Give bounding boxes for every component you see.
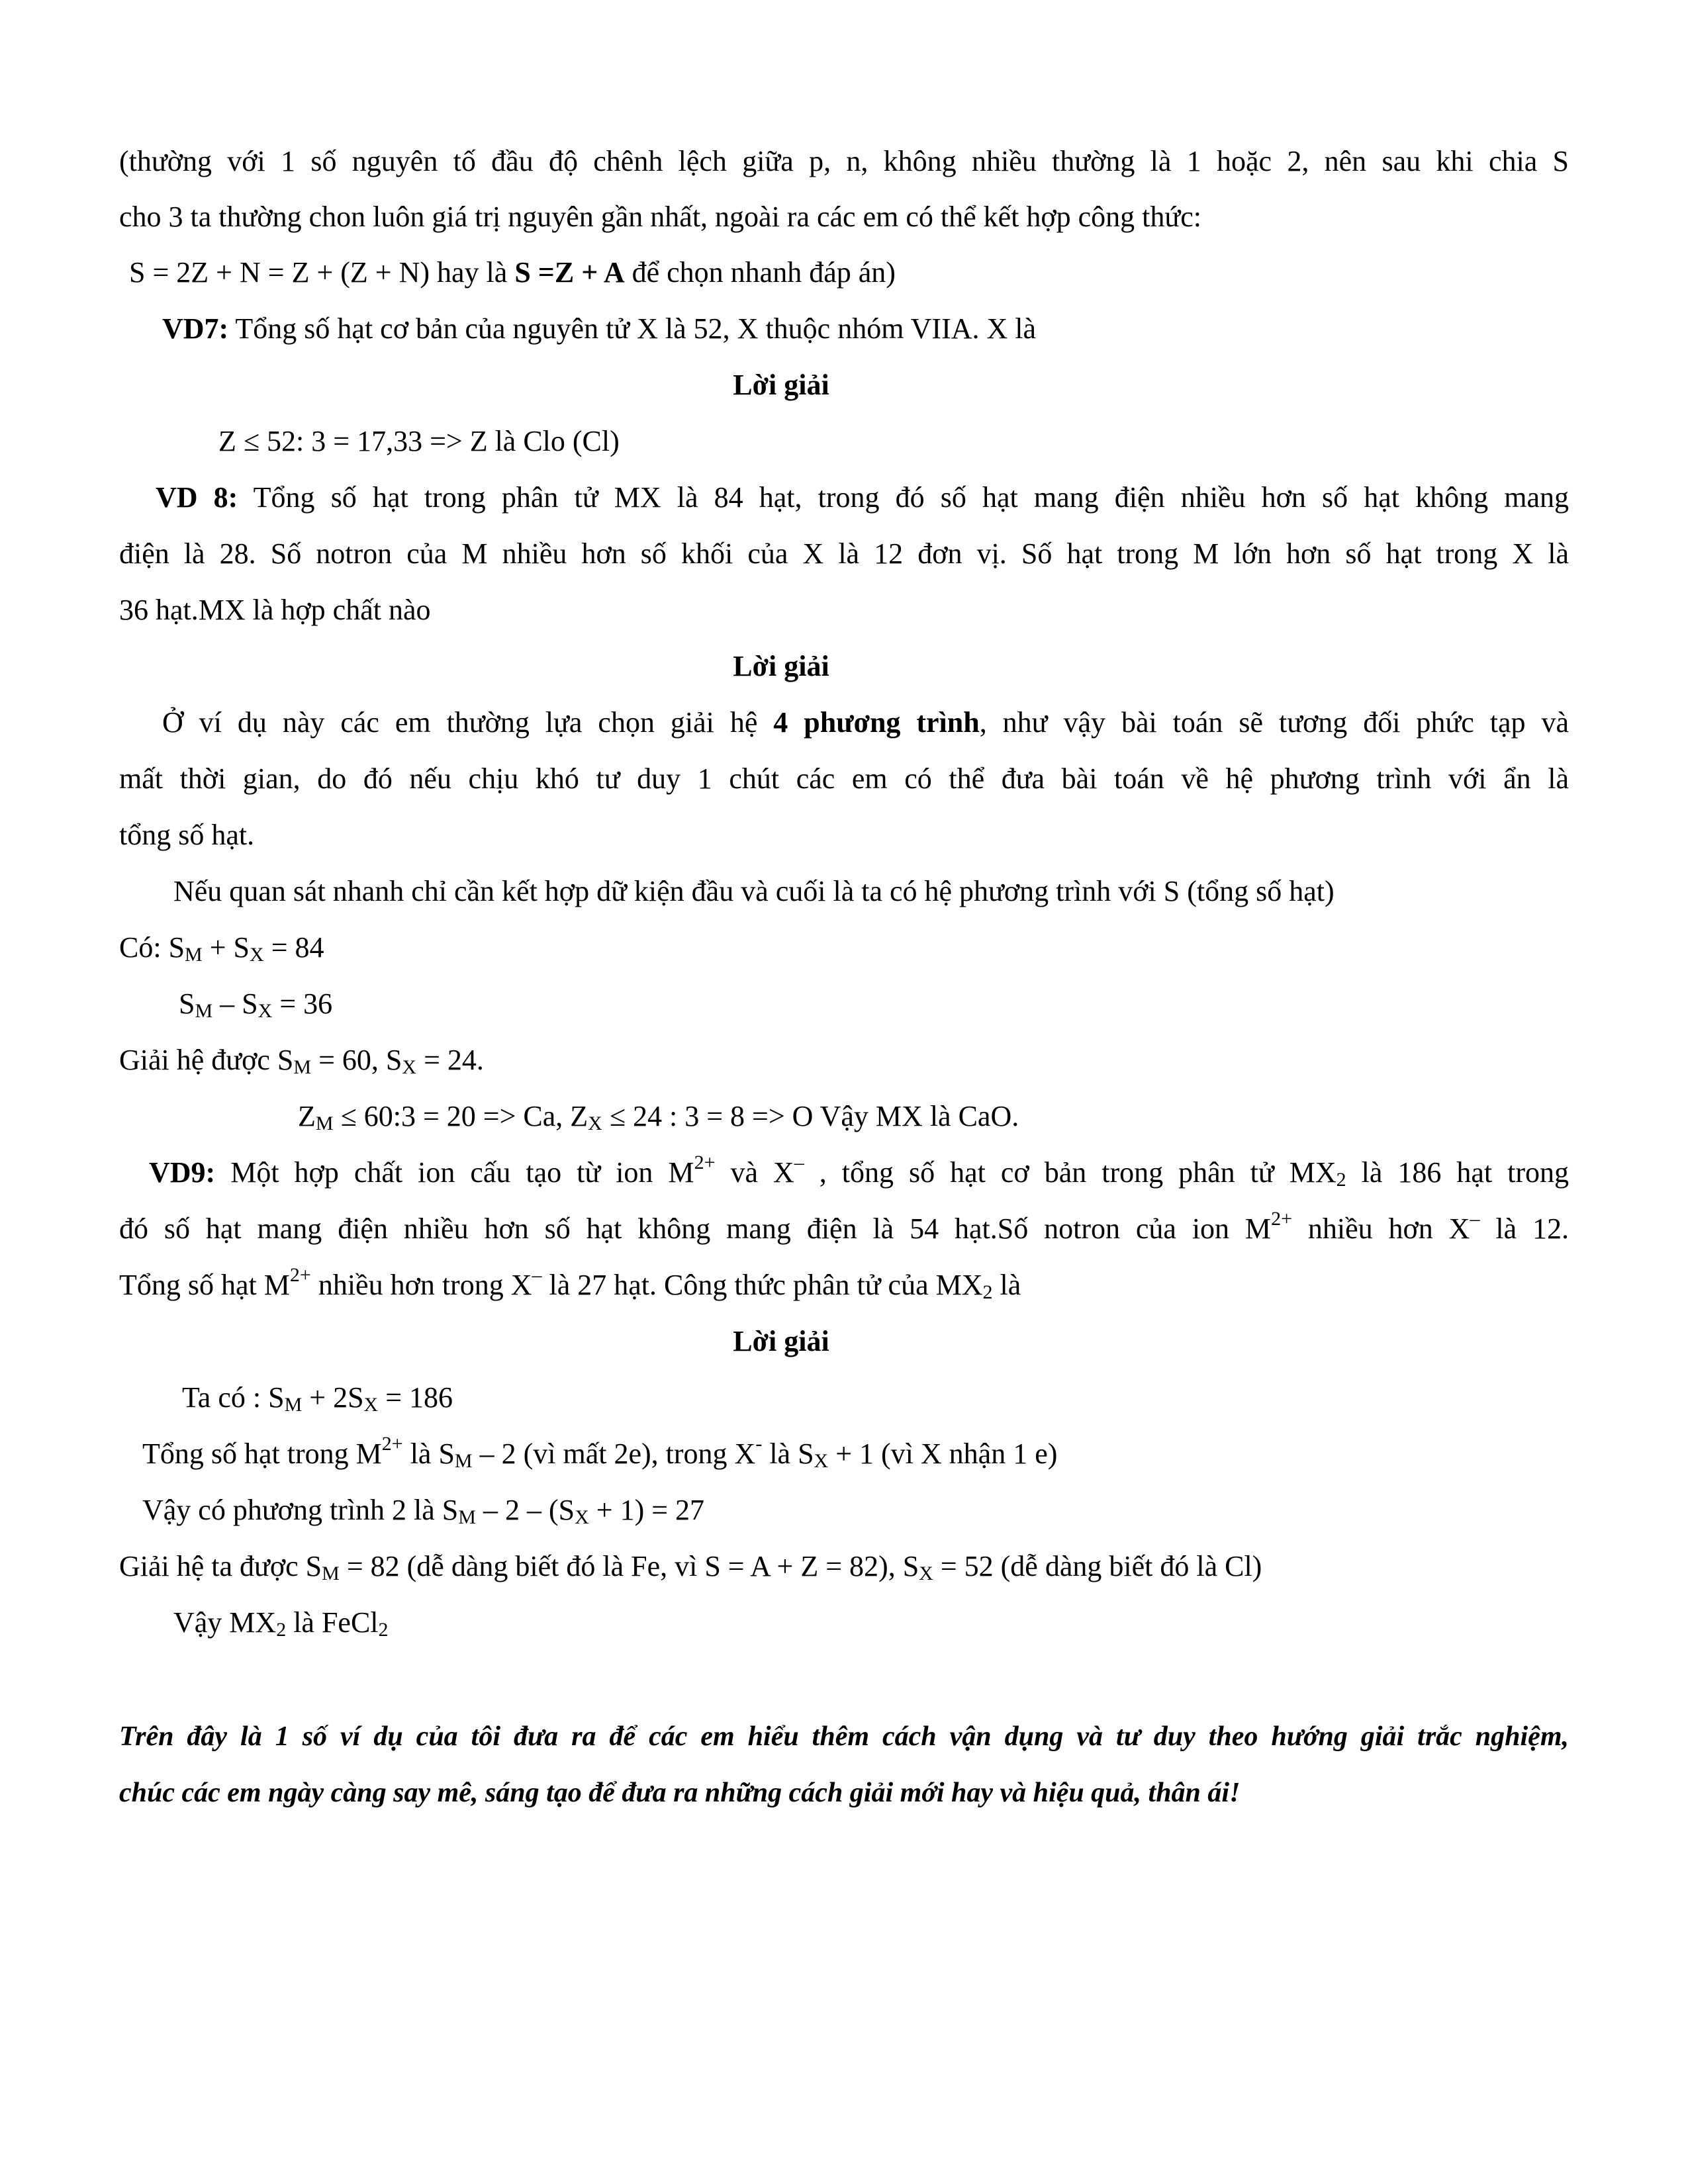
vd8-solution-line-2: mất thời gian, do đó nếu chịu khó tư duy 1 chút các em có thể đưa bài toán về hệ phương trình với ẩn là xyxy=(119,762,1569,795)
vd9-question-line-3: Tổng số hạt $M^{2+}$ nhiều hơn trong X– là 27 hạt. Công thức phân tử của $MX_2$ là xyxy=(119,1264,1021,1303)
vd8-solution-line-1: Ở ví dụ này các em thường lựa chọn giải hệ 4 phương trình, như vậy bài toán sẽ tương đối phức tạp và xyxy=(162,706,1569,739)
intro-line-1: (thường với 1 số nguyên tố đầu độ chênh lệch giữa p, n, không nhiều thường là 1 hoặc 2, nên sau khi chia S xyxy=(119,145,1569,177)
vd7-solution: Z ≤ 52: 3 = 17,33 => Z là Clo (Cl) xyxy=(218,425,620,457)
vd7-question: VD7: Tổng số hạt cơ bản của nguyên tử X là 52, X thuộc nhóm VIIA. X là xyxy=(162,312,1037,345)
vd9-solution-line-2: Tổng số hạt trong $M^{2+}$ là $S_M - 2$ (vì mất 2e), trong X- là $S_X + 1$ (vì X nhận 1 e) xyxy=(142,1433,1058,1472)
vd8-solution-line-4: Nếu quan sát nhanh chỉ cần kết hợp dữ kiện đầu và cuối là ta có hệ phương trình với S (tổng số hạt) xyxy=(173,875,1335,907)
closing-line-1: Trên đây là 1 số ví dụ của tôi đưa ra để các em hiểu thêm cách vận dụng và tư duy theo hướng giải trắc nghiệm, xyxy=(119,1721,1569,1752)
vd9-solution-line-3: Vậy có phương trình 2 là $S_M - 2 - (S_X + 1) = 27$ xyxy=(142,1494,705,1528)
intro-line-2: cho 3 ta thường chon luôn giá trị nguyên gần nhất, ngoài ra các em có thể kết hợp công thức: xyxy=(119,201,1201,233)
vd8-question-line-1: VD 8: Tổng số hạt trong phân tử MX là 84 hạt, trong đó số hạt mang điện nhiều hơn số hạt không mang xyxy=(156,481,1570,514)
vd8-question-line-2: điện là 28. Số notron của M nhiều hơn số khối của X là 12 đơn vị. Số hạt trong M lớn hơn số hạt trong X là xyxy=(119,537,1569,570)
intro-line-3: S = 2Z + N = Z + (Z + N) hay là S =Z + A để chọn nhanh đáp án) xyxy=(129,256,896,289)
vd8-question-line-3: 36 hạt.MX là hợp chất nào xyxy=(119,594,431,626)
vd9-solution-line-4: Giải hệ ta được $S_M = 82$ (dễ dàng biết đó là Fe, vì S = A + Z = 82), $S_X = 52$ (dễ dàng biết đó là Cl) xyxy=(119,1550,1262,1584)
vd8-equation-2: $S_M - S_X = 36$ xyxy=(179,987,333,1022)
vd8-solution-heading: Lời giải xyxy=(733,650,829,682)
vd9-conclusion: Vậy $MX_2$ là FeCl$_2$ xyxy=(173,1606,389,1641)
vd9-question-line-1: VD9: Một hợp chất ion cấu tạo từ ion $M^{2+}$ và X– , tổng số hạt cơ bản trong phân tử $MX_2$ là 186 hạt trong xyxy=(149,1152,1569,1191)
vd9-solution-line-1: Ta có : $S_M + 2S_X = 186$ xyxy=(182,1381,453,1416)
vd9-question-line-2: đó số hạt mang điện nhiều hơn số hạt không mang điện là 54 hạt.Số notron của ion $M^{2+}$ nhiều hơn X– là 12. xyxy=(119,1208,1569,1245)
vd8-equation-1: Có: $S_M + S_X = 84$ xyxy=(119,931,324,966)
closing-line-2: chúc các em ngày càng say mê, sáng tạo để đưa ra những cách giải mới hay và hiệu quả, thân ái! xyxy=(119,1778,1241,1808)
vd9-solution-heading: Lời giải xyxy=(733,1325,829,1357)
vd8-result: Giải hệ được $S_M = 60$, $S_X = 24$. xyxy=(119,1044,484,1078)
vd8-solution-line-3: tổng số hạt. xyxy=(119,819,255,851)
vd8-conclusion: $Z_M$ ≤ 60:3 = 20 => Ca, $Z_X \le 24$ : 3 = 8 => O Vậy MX là CaO. xyxy=(298,1100,1019,1134)
vd7-solution-heading: Lời giải xyxy=(733,369,829,401)
